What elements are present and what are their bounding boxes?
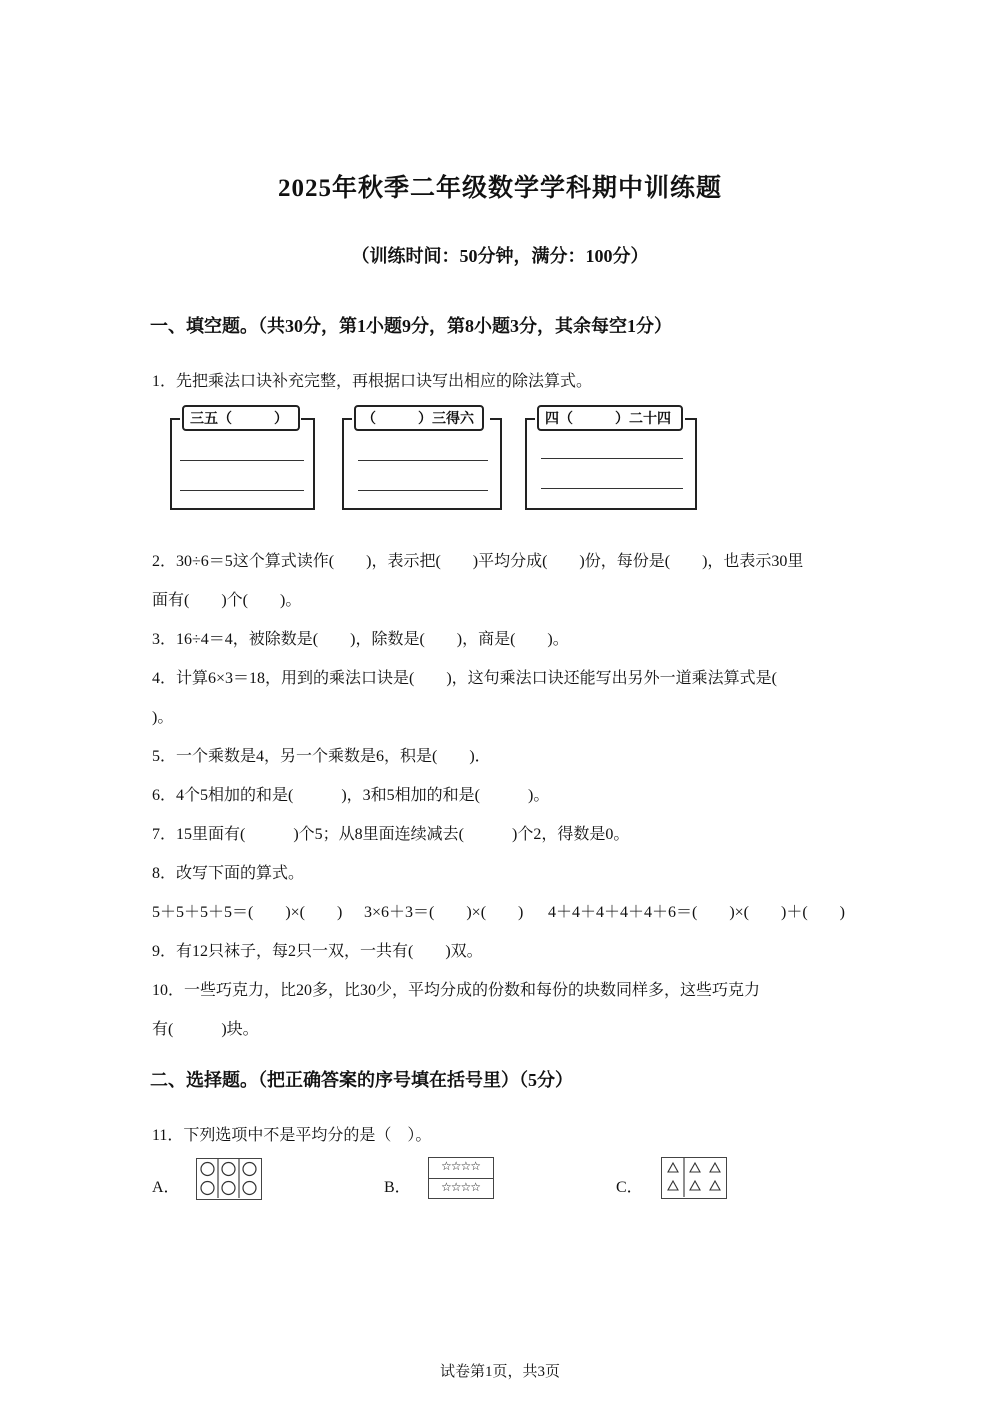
question-11: 11．下列选项中不是平均分的是（ ）。	[152, 1127, 432, 1144]
formula-box-3-label: 四（ ）二十四	[537, 405, 683, 431]
triangle-group-icon	[662, 1158, 725, 1197]
question-4-cont: )。	[152, 709, 174, 726]
question-9: 9．有12只袜子，每2只一双，一共有( )双。	[152, 943, 483, 960]
question-6: 6．4个5相加的和是( )，3和5相加的和是( )。	[152, 787, 550, 804]
formula-box-1	[170, 400, 315, 510]
answer-line	[541, 488, 683, 489]
option-c-label[interactable]: C．	[616, 1179, 643, 1196]
question-4: 4．计算6×3＝18，用到的乘法口诀是( )，这句乘法口诀还能写出另外一道乘法算式是(	[152, 670, 778, 687]
page-footer: 试卷第1页，共3页	[439, 1364, 560, 1380]
option-a-figure[interactable]	[196, 1158, 262, 1200]
question-10: 10．一些巧克力，比20多，比30少，平均分成的份数和每份的块数同样多，这些巧克力	[152, 982, 761, 999]
question-1: 1．先把乘法口诀补充完整，再根据口诀写出相应的除法算式。	[152, 373, 593, 390]
section-heading-fill-blank: 一、填空题。（共30分，第1小题9分，第8小题3分，其余每空1分）	[150, 316, 672, 336]
formula-box-3	[525, 400, 697, 510]
answer-line	[180, 460, 304, 461]
question-2: 2．30÷6＝5这个算式读作( )，表示把( )平均分成( )份，每份是( )，也表示30里	[152, 553, 804, 570]
answer-line	[358, 490, 488, 491]
option-c-figure[interactable]	[661, 1157, 727, 1199]
circle-group-icon	[197, 1159, 260, 1198]
question-5: 5．一个乘数是4，另一个乘数是6，积是( )．	[152, 748, 491, 765]
answer-line	[180, 490, 304, 491]
page-subtitle: （训练时间：50分钟，满分：100分）	[351, 246, 649, 266]
formula-box-2-label: （ ）三得六	[354, 405, 484, 431]
answer-line	[541, 458, 683, 459]
question-8-expr-1: 5＋5＋5＋5＝( )×( )	[152, 904, 343, 921]
question-8-expr-3: 4＋4＋4＋4＋4＋6＝( )×( )＋( )	[548, 904, 845, 921]
question-3: 3．16÷4＝4，被除数是( )，除数是( )，商是( )。	[152, 631, 569, 648]
section-heading-choice: 二、选择题。（把正确答案的序号填在括号里）（5分）	[150, 1070, 573, 1090]
question-2-cont: 面有( )个( )。	[152, 592, 302, 609]
formula-box-1-label: 三五（ ）	[182, 405, 300, 431]
option-b-label[interactable]: B．	[384, 1179, 411, 1196]
option-a-label[interactable]: A．	[152, 1179, 180, 1196]
option-b-figure[interactable]	[428, 1157, 494, 1199]
question-7: 7．15里面有( )个5；从8里面连续减去( )个2，得数是0。	[152, 826, 630, 843]
star-row-icon: ☆☆☆☆	[440, 1159, 481, 1173]
question-8-expr-2: 3×6＋3＝( )×( )	[364, 904, 524, 921]
answer-line	[358, 460, 488, 461]
star-row-icon: ☆☆☆☆	[440, 1180, 481, 1194]
page-title: 2025年秋季二年级数学学科期中训练题	[277, 175, 722, 202]
question-10-cont: 有( )块。	[152, 1021, 259, 1038]
question-8: 8．改写下面的算式。	[152, 865, 305, 882]
formula-box-2	[342, 400, 502, 510]
